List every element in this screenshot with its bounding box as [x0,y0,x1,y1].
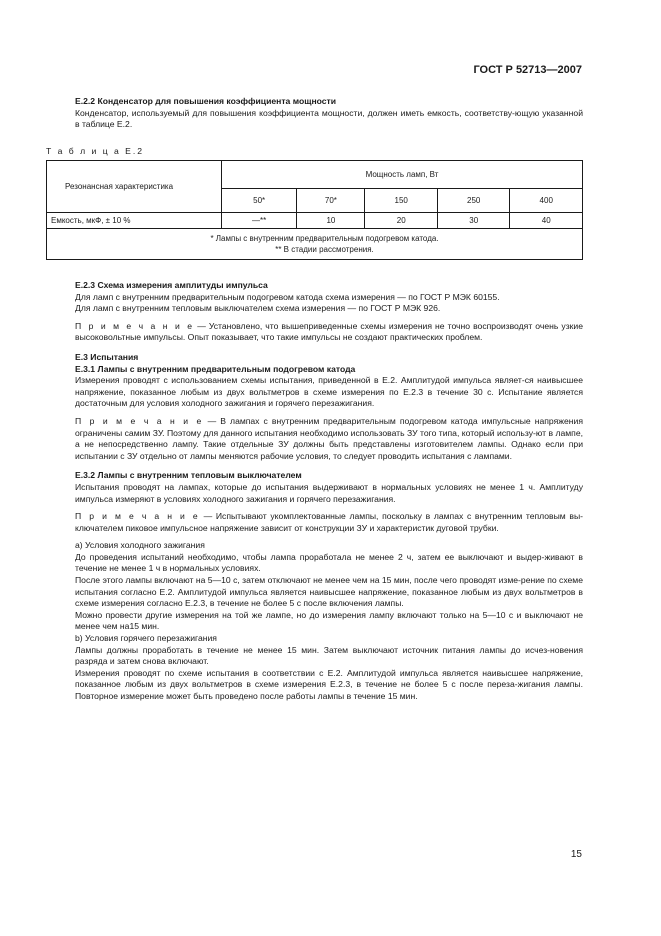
heading-e32: Е.3.2 Лампы с внутренним тепловым выключателем [75,470,302,481]
item-a-title: а) Условия холодного зажигания [75,540,205,551]
table-row-label: Емкость, мкФ, ± 10 % [47,213,222,229]
note-e32 [75,511,583,534]
paragraph-e22: Конденсатор, используемый для повышения коэффициента мощности, должен иметь емкость, соответству-ющую указанной в таблице Е.2. [75,107,583,130]
table-value-cell: —** [222,213,297,229]
heading-e23: Е.2.3 Схема измерения амплитуды импульса [75,280,268,290]
note-label: П р и м е ч а н и е [75,511,200,522]
table-group-header: Мощность ламп, Вт [222,161,583,189]
note-text: — В лампах с внутренним предварительным подогревом катода импульсные напряжения ограничены самим ЗУ. Поэтому для данного испытания необходимо использовать ЗУ того типа, который использу-ют в лампе, а не непосредственно лампу. Такие отдельные ЗУ должны быть представлены изготовителем лампы. Однако если при испытании с ЗУ отдельно от лампы меняются рабочие условия, то следует проводить испытания с лампами. [75,415,583,461]
paragraph-e23-2: Для ламп с внутренним тепловым выключателем схема измерения — по ГОСТ Р МЭК 926. [75,303,441,314]
table-notes [47,229,583,260]
table-col-header: Резонансная характеристика [47,161,222,213]
item-a-paragraph-2: После этого лампы включают на 5—10 с, затем отключают не менее чем на 15 мин, после чего проводят изме-рение по схеме испытания согласно Е.2. Амплитудой импульса является наивысшее напряжение, показанное любым из двух вольтметров в схеме измерения согласно Е.2.3, в течение не более 5 с после включения лампы. [75,575,583,609]
item-a-paragraph-1: До проведения испытаний необходимо, чтобы лампа проработала не менее 2 ч, затем ее выключают и выдер-живают в течение не менее 1 ч в нормальных условиях. [75,551,583,574]
heading-e31: Е.3.1 Лампы с внутренним предварительным подогревом катода [75,363,356,374]
item-b-paragraph-2: Измерения проводят по схеме испытания в соответствии с Е.2. Амплитудой импульса является наивысшее напряжение, показанное любым из двух вольтметров в схеме измерения Е.2.3, в течение не более 5 с после переза-жигания лампы. Повторное измерение может быть проведено после работы лампы в течение 15 мин. [75,667,583,701]
table-power-cell: 400 [510,189,583,213]
page-number: 15 [570,849,582,860]
table-power-cell: 70* [297,189,365,213]
item-b-title: b) Условия горячего перезажигания [75,633,217,644]
section-main [75,280,583,703]
document-code: ГОСТ Р 52713—2007 [473,64,582,76]
note-label: П р и м е ч а н и е [75,415,204,426]
item-a-paragraph-3: Можно провести другие измерения на той же лампе, но до измерения лампу включают только на 5—10 с и выключают не менее чем на15 мин. [75,609,583,632]
table-note-2: ** В стадии рассмотрения. [275,245,374,254]
table-value-cell: 20 [365,213,438,229]
note-text: — Испытывают укомплектованные лампы, поскольку в лампах с внутренним тепловым вы-ключателем пиковое импульсное напряжение зависит от конструкции ЗУ и характеристик дуговой трубки. [75,511,583,533]
paragraph-e31-1: Измерения проводят с использованием схемы испытания, приведенной в Е.2. Амплитудой импульса являет-ся наивысшее напряжение, показанное любым из двух вольтметров в схеме измерения по Е.2.3 в течение 30 с. Испытание является достаточным для условия холодного зажигания и горячего перезажигания. [75,375,583,409]
capacitance-table [46,160,583,260]
heading-e3: Е.3 Испытания [75,351,139,362]
paragraph-e23-1: Для ламп с внутренним предварительным подогревом катода схема измерения — по ГОСТ Р МЭК 60155. [75,291,500,302]
table-value-cell: 30 [437,213,510,229]
section-e22 [75,96,583,131]
note-text: — Установлено, что вышеприведенные схемы измерения не точно воспроизводят очень узкие высоковольтные импульсы. Опыт показывает, что такие импульсы не создают практических проблем. [75,320,583,343]
table-value-cell: 40 [510,213,583,229]
note-label: П р и м е ч а н и е [75,320,195,331]
paragraph-e32-1: Испытания проводят на лампах, которые до испытания выдерживают в нормальных условиях не менее 1 ч. Амплитуду импульса измеряют в условиях холодного зажигания и горячего перезажигания. [75,481,583,504]
table-note-1: * Лампы с внутренним предварительным подогревом катода. [210,234,439,243]
item-b-paragraph-1: Лампы должны проработать в течение не менее 15 мин. Затем выключают источник питания лампы до исчез-новения разряда и затем снова включают. [75,644,583,667]
note-e23 [75,321,583,344]
table-caption: Т а б л и ц а Е.2 [46,146,145,156]
table-power-cell: 250 [437,189,510,213]
table-power-cell: 150 [365,189,438,213]
heading-e22: Е.2.2 Конденсатор для повышения коэффициента мощности [75,96,337,106]
note-e31 [75,416,583,462]
table-power-cell: 50* [222,189,297,213]
table-value-cell: 10 [297,213,365,229]
